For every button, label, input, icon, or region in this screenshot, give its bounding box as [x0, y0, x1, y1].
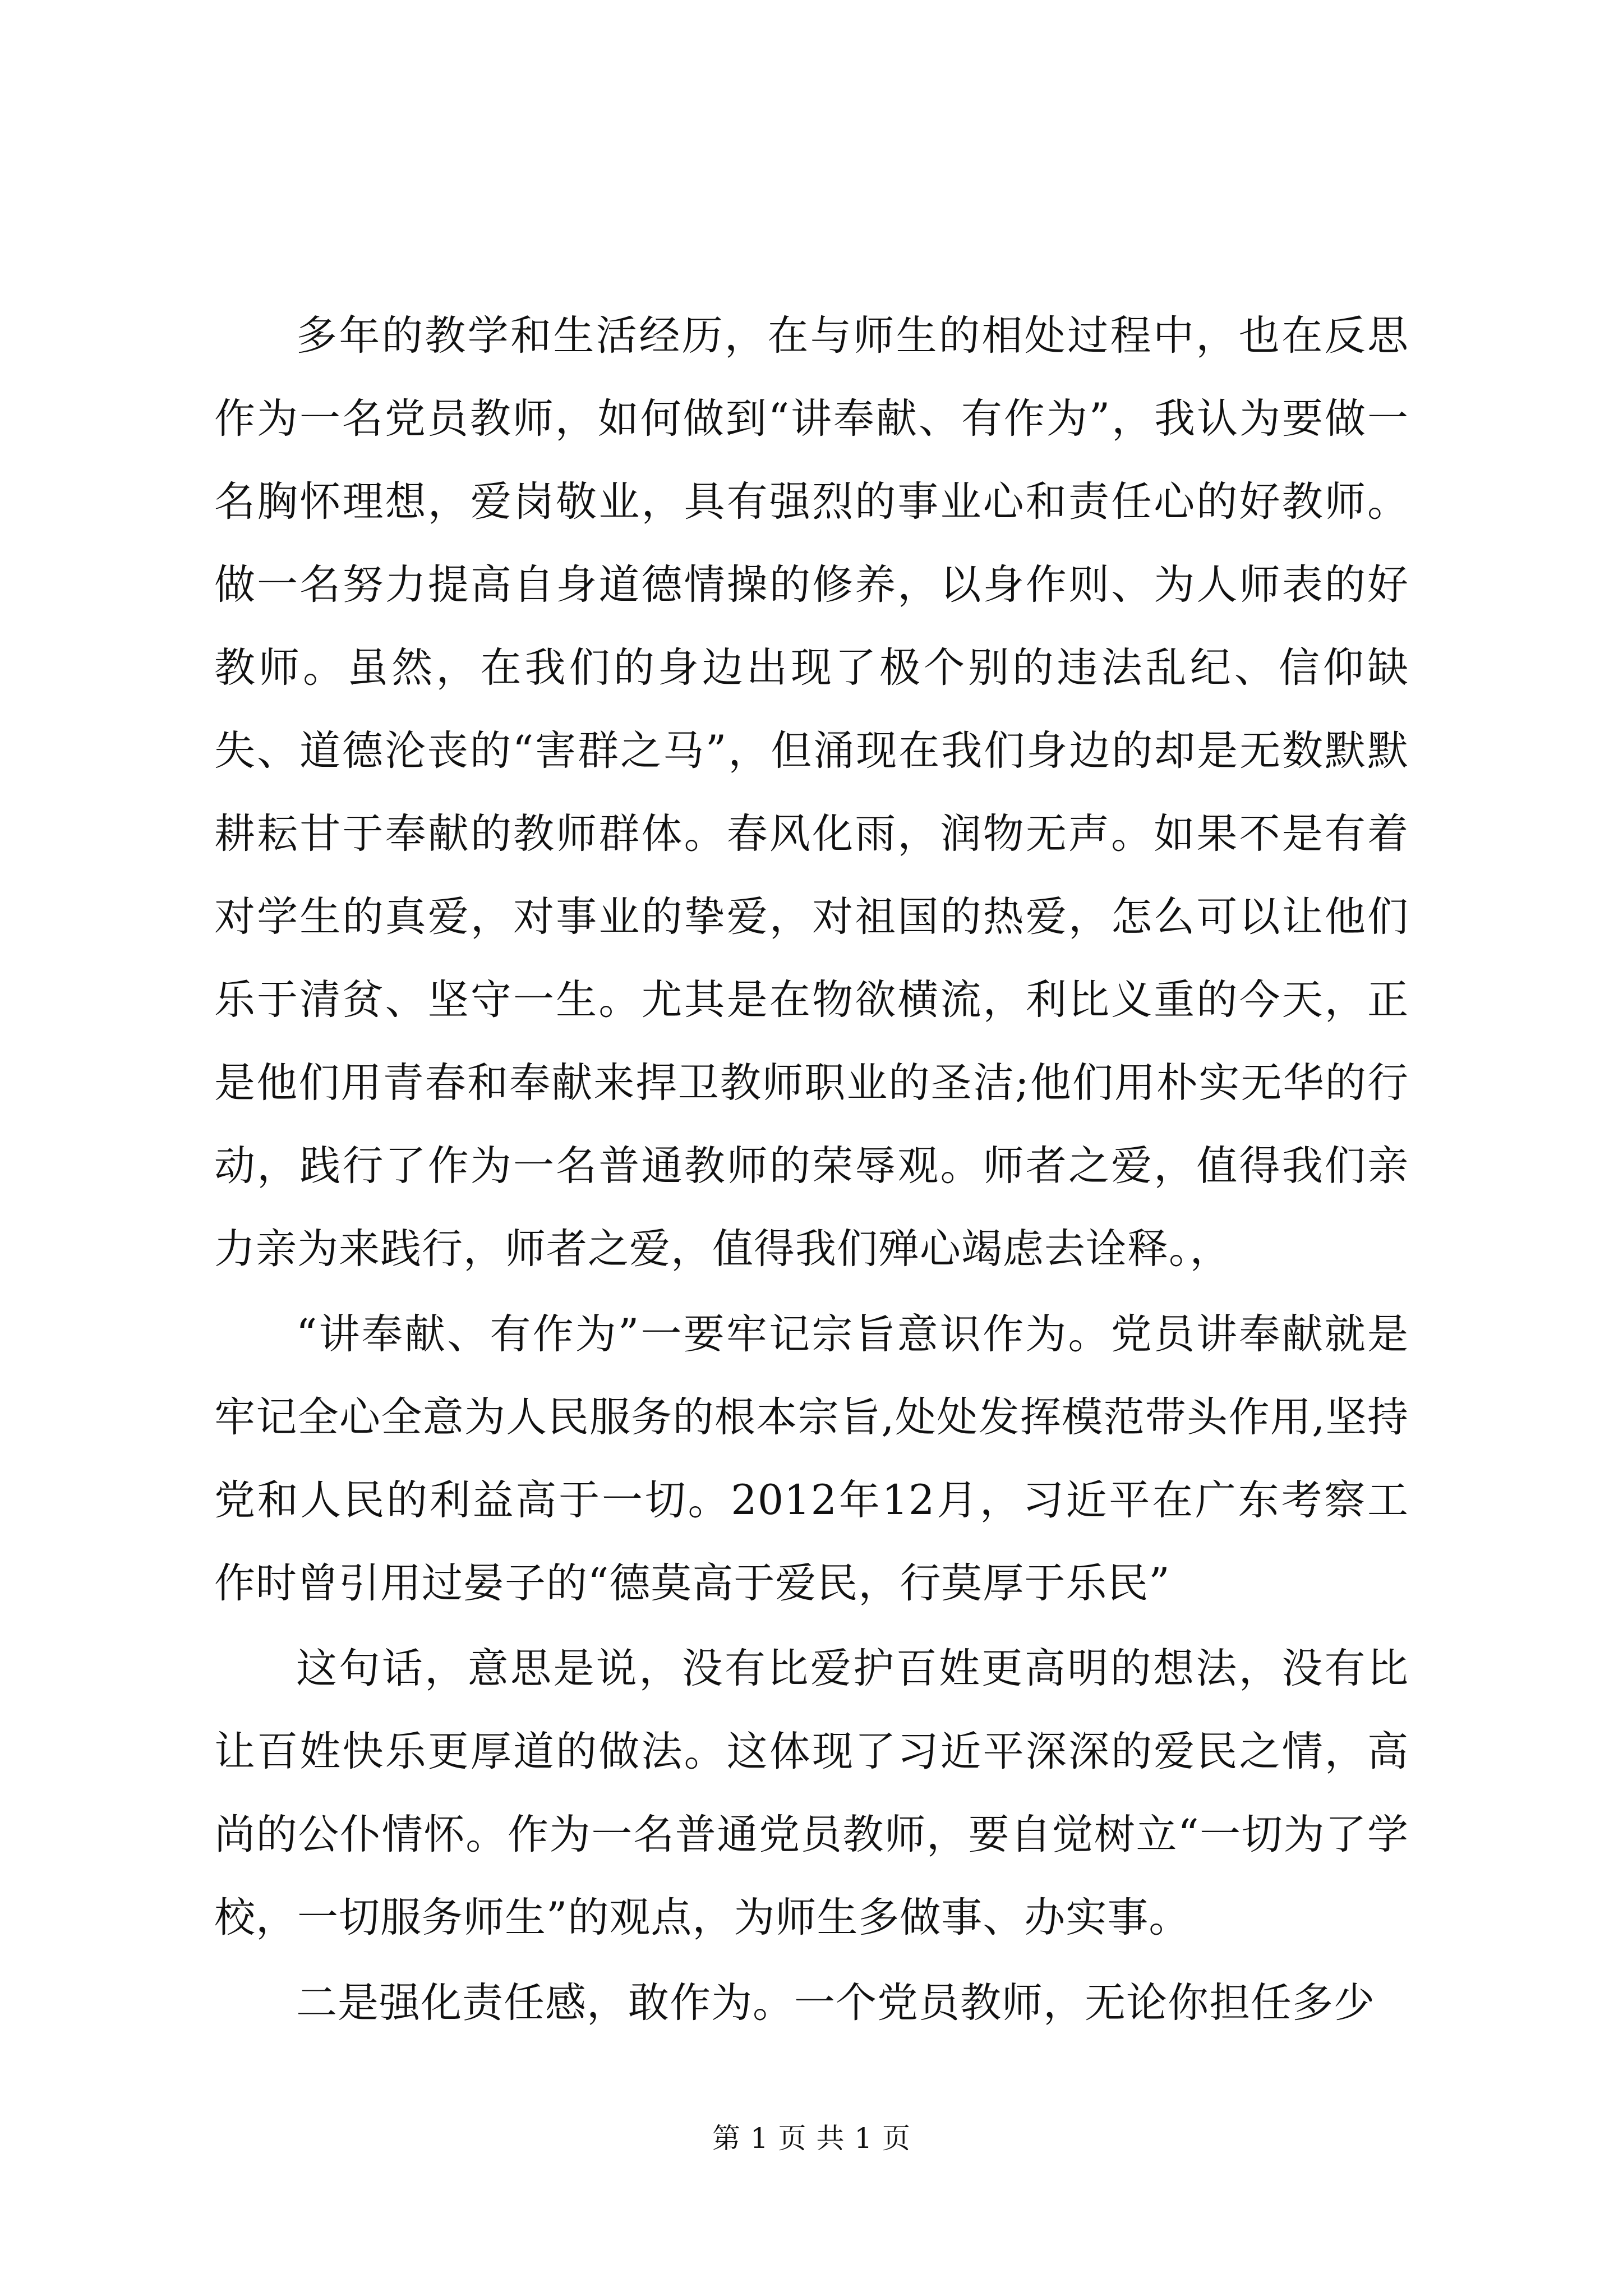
paragraph-responsibility: 二是强化责任感，敢作为。一个党员教师，无论你担任多少 — [296, 1979, 1375, 2027]
paragraph-reflection: 多年的教学和生活经历，在与师生的相处过程中，也在反思作为一名党员教师，如何做到“讲奉献、有作为”，我认为要做一名胸怀理想，爱岗敬业，具有强烈的事业心和责任心的好教师。做一名努力提高自身道德情操的修养，以身作则、为人师表的好教师。虽然，在我们的身边出现了极个别的违法乱纪、信仰缺失、道德沦丧的“害群之马”，但涌现在我们身边的却是无数默默耕耘甘于奉献的教师群体。春风化雨，润物无声。如果不是有着对学生的真爱，对事业的挚爱，对祖国的热爱，怎么可以让他们乐于清贫、坚守一生。尤其是在物欲横流，利比义重的今天，正是他们用青春和奉献来捍卫教师职业的圣洁;他们用朴实无华的行动，践行了作为一名普通教师的荣辱观。师者之爱，值得我们亲力亲为来践行，师者之爱，值得我们殚心竭虑去诠释。， — [214, 312, 1409, 1273]
page-number-footer: 第 1 页 共 1 页 — [712, 2122, 911, 2155]
paragraph-purpose: “讲奉献、有作为”一要牢记宗旨意识作为。党员讲奉献就是牢记全心全意为人民服务的根本宗旨,处处发挥模范带头作用,坚持党和人民的利益高于一切。2012年12月，习近平在广东考察工作时曾引用过晏子的“德莫高于爱民，行莫厚于乐民” — [214, 1310, 1409, 1607]
document-body — [214, 295, 1409, 2045]
paragraph-meaning: 这句话，意思是说，没有比爱护百姓更高明的想法，没有比让百姓快乐更厚道的做法。这体现了习近平深深的爱民之情，高尚的公仆情怀。作为一名普通党员教师，要自觉树立“一切为了学校，一切服务师生”的观点，为师生多做事、办实事。 — [214, 1645, 1409, 1941]
